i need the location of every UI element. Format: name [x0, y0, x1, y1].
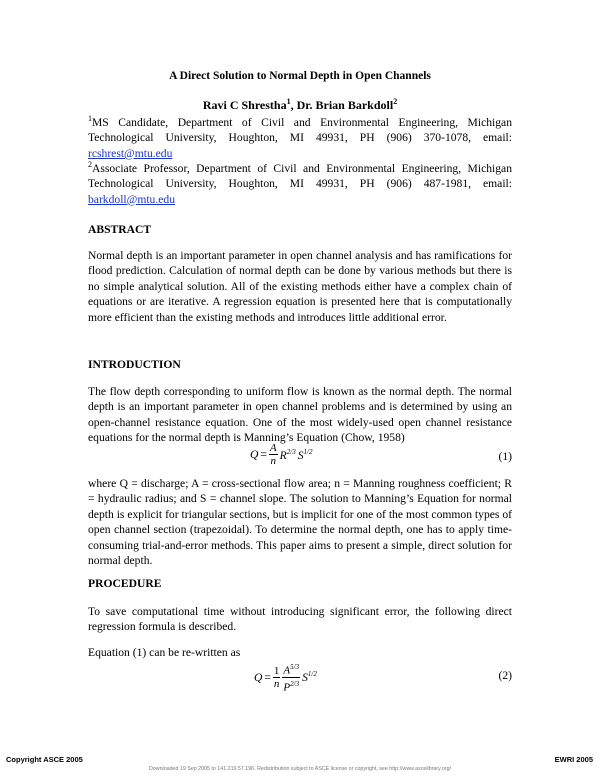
- eq2-num-1: 1: [273, 664, 280, 677]
- eq1-den: n: [270, 455, 277, 467]
- eq2-equals: =: [264, 670, 271, 684]
- eq1-s: $S^{1/2}$: [297, 447, 313, 462]
- eq1-r-exp: 2/3: [286, 447, 296, 456]
- eq2-den-1: n: [273, 677, 280, 690]
- eq1-lhs: Q: [250, 448, 259, 461]
- eq2-s-exp: 1/2: [307, 670, 317, 679]
- equation-1-formula: [250, 442, 312, 467]
- download-note: Downloaded 19 Sep 2005 to 141.219.57.196. Redistribution subject to ASCE license or copyright, see http://www.ascelibrary.org/: [148, 766, 451, 772]
- introduction-para-1: The flow depth corresponding to uniform flow is known as the normal depth. The normal depth is an important parameter in open channel problems and is determined by using an open-channel resistance equation. One of the most widely-used open channel resistance equations for the normal depth is Manning’s Equation (Chow, 1958): [88, 385, 512, 445]
- affiliation-1-sup: 1: [88, 114, 92, 123]
- equation-1-number: (1): [498, 450, 512, 463]
- author-1-sup: 1: [286, 97, 291, 106]
- author-separator: ,: [290, 98, 297, 112]
- eq2-fraction-1: [273, 665, 281, 690]
- affiliation-2-sup: 2: [88, 160, 92, 169]
- eq2-fraction-2: [282, 661, 300, 693]
- eq2-den-2: $P^{2/3}$: [283, 679, 300, 694]
- procedure-para-2: Equation (1) can be re-written as: [88, 646, 241, 659]
- affiliation-2-text: Associate Professor, Department of Civil and Environmental Engineering, Michigan Technological University, Houghton, MI 49931, PH (906) 487-1981, email:: [88, 161, 512, 191]
- email-link-1[interactable]: rcshrest@mtu.edu: [88, 146, 173, 160]
- eq1-num: A: [269, 442, 277, 454]
- equation-2: [88, 659, 512, 693]
- eq1-r: $R^{2/3}$: [279, 447, 296, 462]
- equation-2-formula: [254, 661, 317, 693]
- paper-title: A Direct Solution to Normal Depth in Open Channels: [169, 70, 431, 82]
- eq2-num-2: $A^{5/3}$: [283, 663, 300, 677]
- affiliation-2: [88, 157, 512, 207]
- introduction-heading: INTRODUCTION: [88, 358, 181, 371]
- procedure-heading: PROCEDURE: [88, 577, 162, 590]
- procedure-para-1: To save computational time without introducing significant error, the following direct regression formula is described.: [88, 605, 512, 634]
- eq1-fraction: [269, 442, 278, 467]
- eq2-s: $S^{1/2}$: [302, 670, 317, 685]
- author-2: Dr. Brian Barkdoll: [296, 98, 394, 112]
- equation-2-number: (2): [498, 669, 512, 682]
- abstract-text: Normal depth is an important parameter in open channel analysis and has ramifications for flood prediction. Calculation of normal depth can be done by various methods but there is no simple analytical solution. All of the existing methods either have a complex chain of equations or are iterative. A regression equation is presented here that is computationally more efficient than the existing methods and introduces little additional error.: [88, 249, 512, 324]
- equation-1: [88, 440, 512, 474]
- abstract-heading: ABSTRACT: [88, 223, 152, 236]
- footer-copyright: Copyright ASCE 2005: [6, 755, 83, 764]
- footer-conference: EWRI 2005: [554, 755, 593, 764]
- eq1-s-exp: 1/2: [303, 447, 313, 456]
- introduction-para-2: where Q = discharge; A = cross-sectional flow area; n = Manning roughness coefficient; R = hydraulic radius; and S = channel slope. The solution to Manning’s Equation for normal depth is explicit for triangular sections, but is implicit for one of the most common types of open channel section (trapezoidal). To determine the normal depth, one has to apply time-consuming trial-and-error methods. This paper aims to present a simple, direct solution for normal depth.: [88, 477, 512, 568]
- affiliation-1: [88, 111, 512, 161]
- affiliation-1-text: MS Candidate, Department of Civil and Environmental Engineering, Michigan Technological University, Houghton, MI 49931, PH (906) 370-1078, email:: [88, 115, 512, 145]
- eq2-lhs: Q: [254, 670, 263, 684]
- author-1: Ravi C Shrestha: [202, 98, 287, 112]
- author-2-sup: 2: [393, 97, 398, 106]
- email-link-2[interactable]: barkdoll@mtu.edu: [88, 192, 175, 206]
- eq1-equals: =: [260, 448, 267, 461]
